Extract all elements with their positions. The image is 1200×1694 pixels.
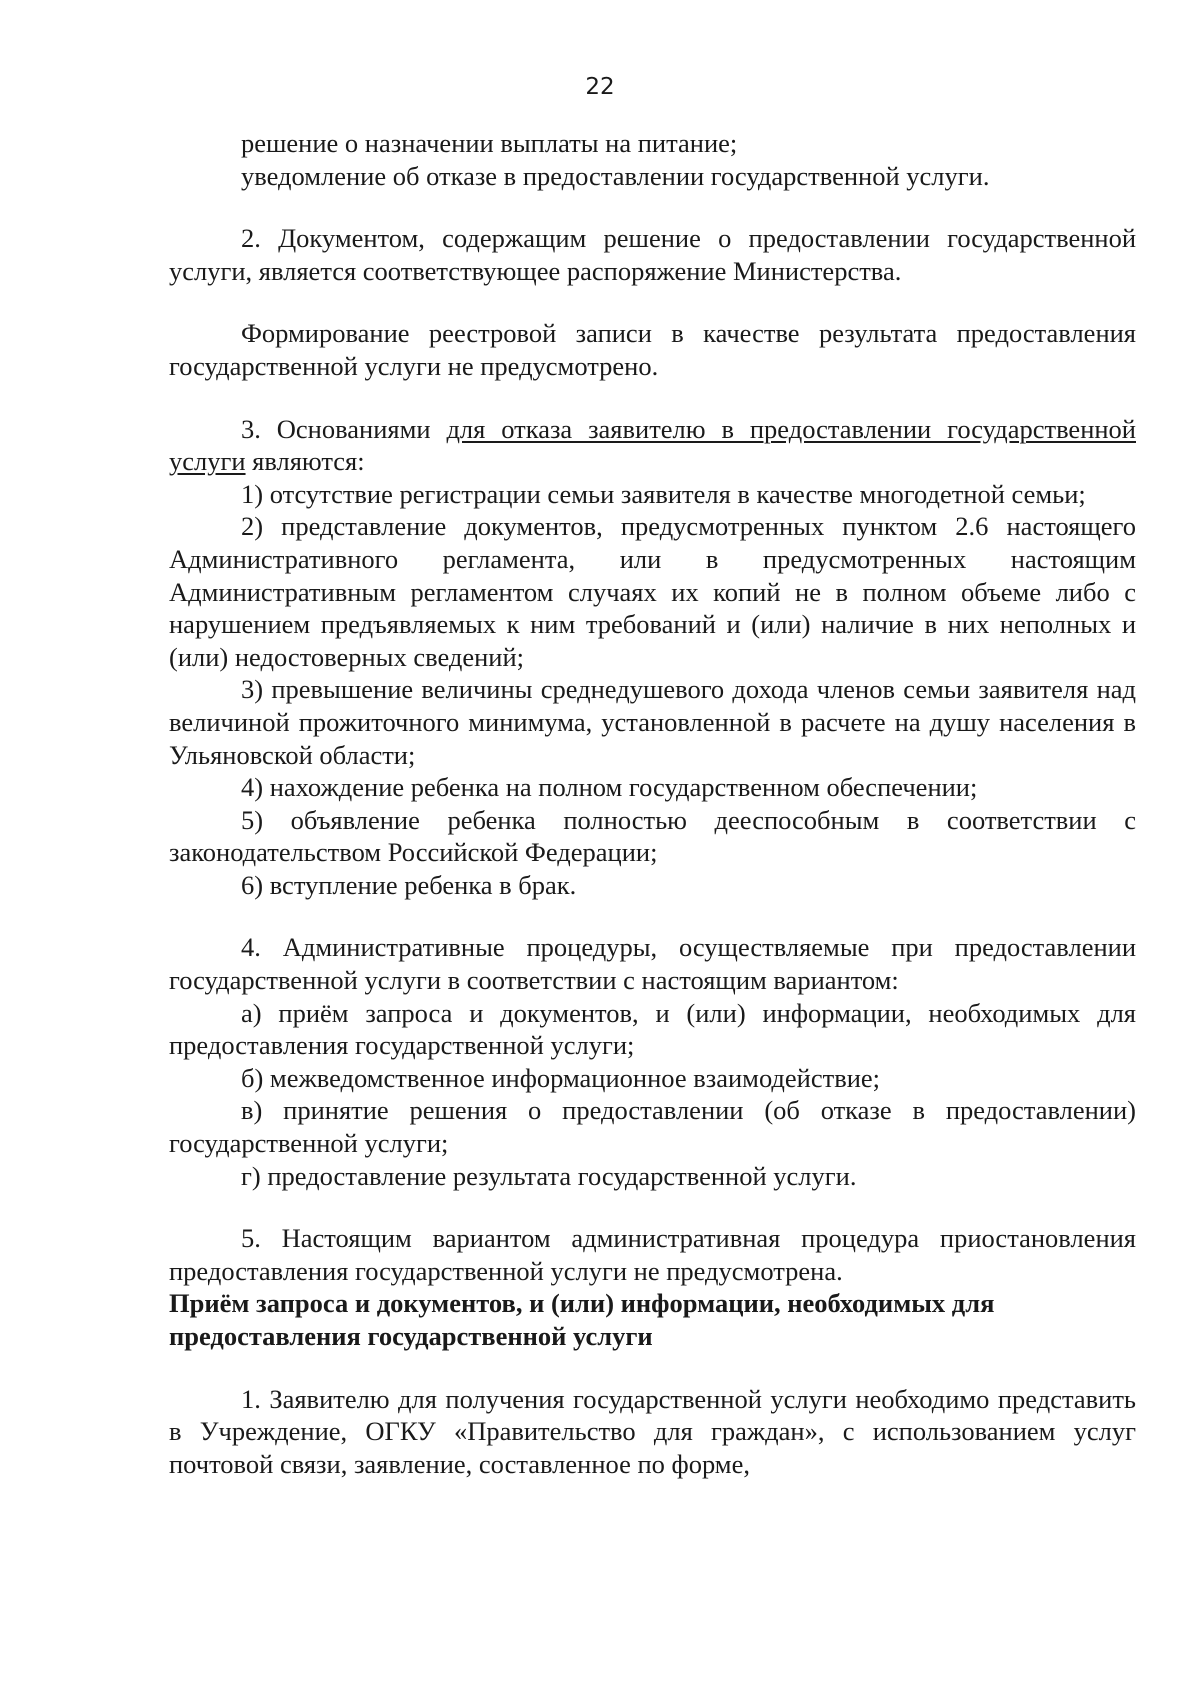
- list-item: 3) превышение величины среднедушевого дохода членов семьи заявителя над величиной прожиточного минимума, установленной в расчете на душу населения в Ульяновской области;: [169, 674, 1136, 770]
- paragraph: 2. Документом, содержащим решение о предоставлении государственной услуги, является соответствующее распоряжение Министерства.: [169, 223, 1136, 286]
- paragraph: 5. Настоящим вариантом административная процедура приостановления предоставления государственной услуги не предусмотрена.: [169, 1223, 1136, 1286]
- list-item: 6) вступление ребенка в брак.: [241, 869, 577, 900]
- paragraph: 4. Административные процедуры, осуществляемые при предоставлении государственной услуги в соответствии с настоящим вариантом:: [169, 932, 1136, 996]
- list-item: а) приём запроса и документов, и (или) информации, необходимых для предоставления государственной услуги;: [169, 997, 1136, 1061]
- paragraph: уведомление об отказе в предоставлении государственной услуги.: [241, 160, 990, 191]
- list-item: 1) отсутствие регистрации семьи заявителя в качестве многодетной семьи;: [241, 478, 1086, 509]
- section-heading-line: Приём запроса и документов, и (или) информации, необходимых для: [169, 1288, 995, 1319]
- paragraph: [169, 413, 1136, 478]
- section-heading: [169, 1287, 1136, 1352]
- underlined-text: для отказа заявителю в предоставлении государственной услуги: [169, 413, 1136, 477]
- page-number: 22: [585, 74, 615, 100]
- paragraph: Формирование реестровой записи в качестве результата предоставления государственной услуги не предусмотрено.: [169, 318, 1136, 381]
- text-run: являются:: [245, 446, 365, 477]
- list-item: 2) представление документов, предусмотренных пунктом 2.6 настоящего Административного регламента, или в предусмотренных настоящим Административным регламентом случаях их копий не в полном объеме либо с нарушением предъявляемых к ним требований и (или) наличие в них неполных и (или) недостоверных сведений;: [169, 511, 1136, 672]
- list-item: 4) нахождение ребенка на полном государственном обеспечении;: [241, 772, 978, 803]
- list-item: г) предоставление результата государственной услуги.: [241, 1160, 857, 1191]
- paragraph: 1. Заявителю для получения государственной услуги необходимо представить в Учреждение, ОГКУ «Правительство для граждан», с использованием услуг почтовой связи, заявление, составленное по форме,: [169, 1383, 1136, 1479]
- document-body: [169, 127, 1136, 1480]
- paragraph: решение о назначении выплаты на питание;: [241, 128, 738, 158]
- section-heading-line: предоставления государственной услуги: [169, 1321, 653, 1351]
- list-item: б) межведомственное информационное взаимодействие;: [241, 1062, 881, 1093]
- list-item: в) принятие решения о предоставлении (об отказе в предоставлении) государственной услуги;: [169, 1095, 1136, 1159]
- text-run: 3. Основаниями: [241, 413, 447, 444]
- list-item: 5) объявление ребенка полностью дееспособным в соответствии с законодательством Российской Федерации;: [169, 804, 1136, 868]
